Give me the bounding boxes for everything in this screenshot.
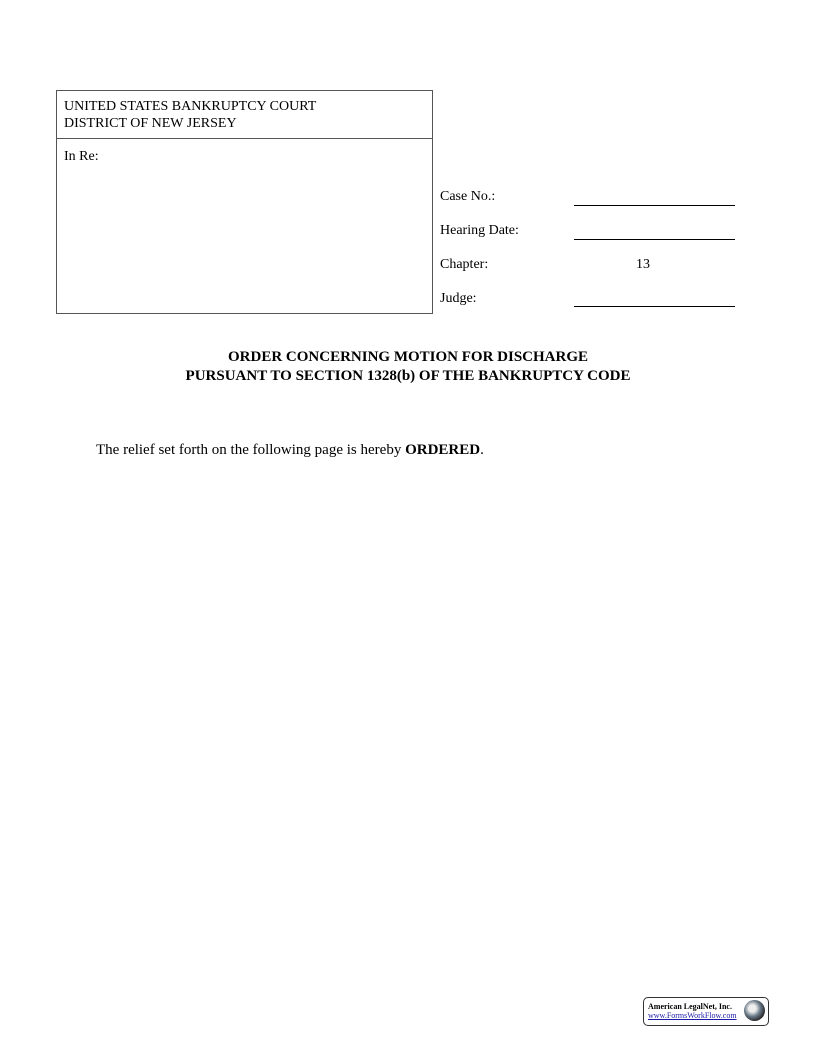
court-name <box>64 98 316 132</box>
logo-company: American LegalNet, Inc. <box>648 1002 732 1011</box>
hearing-date-underline <box>574 239 735 240</box>
body-text: The relief set forth on the following page is hereby <box>96 442 406 458</box>
caption-box <box>56 90 433 314</box>
in-re-label: In Re: <box>64 149 99 164</box>
globe-icon <box>744 1000 765 1021</box>
caption-divider <box>57 138 432 139</box>
court-line-1: UNITED STATES BANKRUPTCY COURT <box>64 99 317 114</box>
case-no-label: Case No.: <box>440 189 496 204</box>
body-end: . <box>480 442 484 458</box>
case-no-underline <box>574 205 735 206</box>
footer-logo <box>643 997 769 1026</box>
logo-url-link[interactable]: www.FormsWorkFlow.com <box>648 1011 737 1020</box>
chapter-value: 13 <box>636 257 650 272</box>
body-ordered: ORDERED <box>405 442 481 458</box>
judge-label: Judge: <box>440 291 477 306</box>
chapter-label: Chapter: <box>440 257 489 272</box>
court-line-2: DISTRICT OF NEW JERSEY <box>64 116 237 131</box>
order-body <box>96 441 484 459</box>
order-title-line-2: PURSUANT TO SECTION 1328(b) OF THE BANKRUPTCY CODE <box>185 368 631 384</box>
order-title-line-1: ORDER CONCERNING MOTION FOR DISCHARGE <box>227 349 589 365</box>
judge-underline <box>574 306 735 307</box>
hearing-date-label: Hearing Date: <box>440 223 519 238</box>
